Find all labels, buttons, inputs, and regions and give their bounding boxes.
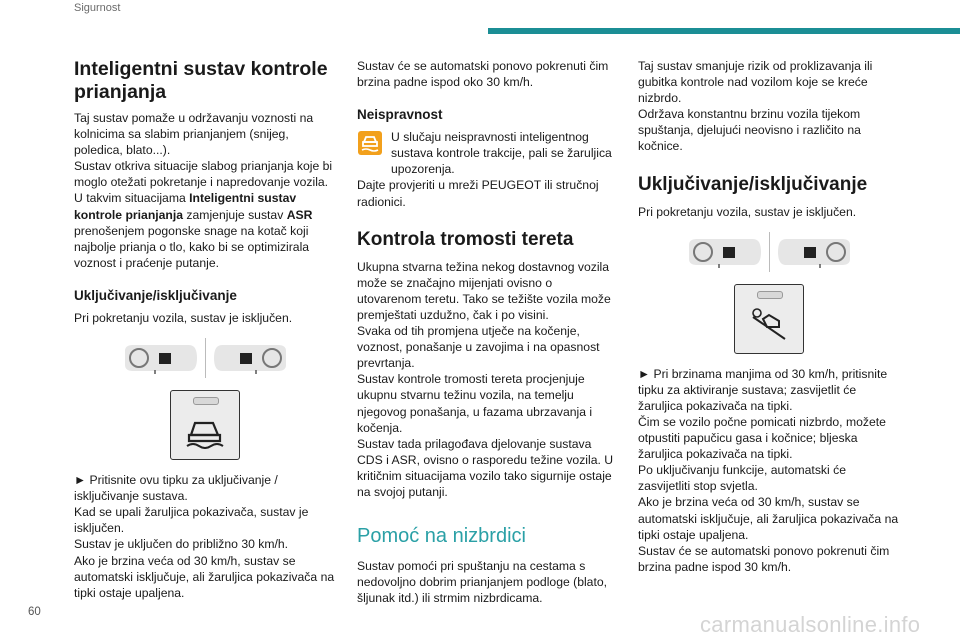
accent-bar [488, 28, 960, 34]
traction-control-button[interactable] [170, 390, 240, 460]
heading-on-off: Uključivanje/isključivanje [638, 173, 868, 195]
steering-wheel-icon [683, 235, 763, 269]
subheading-fault: Neispravnost [357, 107, 443, 123]
indicator-led [757, 291, 783, 299]
instruction: ► Pri brzinama manjima od 30 km/h, pritisnite tipku za aktiviranje sustava; zasvijetlit će žaruljica pokazivača na tipki. [638, 366, 888, 413]
paragraph: Ako je brzina veća od 30 km/h, sustav se automatski isključuje, ali žaruljica pokazivača na tipki ostaje upaljena. [74, 553, 335, 600]
paragraph: Pri pokretanju vozila, sustav je isključen. [638, 204, 857, 219]
indicator-led [193, 397, 219, 405]
column-3 [638, 58, 900, 575]
paragraph: Sustav je uključen do približno 30 km/h. [74, 537, 289, 552]
paragraph: Sustav otkriva situacije slabog prianjanja koje bi moglo otežati pokretanje i napredovanje vozila. [74, 159, 333, 190]
divider [205, 338, 206, 378]
watermark: carmanualsonline.info [700, 612, 921, 637]
paragraph: Ako je brzina veća od 30 km/h, sustav se automatski isključuje, ali žaruljica pokazivača na tipki ostaje upaljena. [638, 495, 899, 542]
paragraph: U takvim situacijama Inteligentni sustav kontrole prianjanja zamjenjuje sustav ASR prenošenjem pogonske snage na kotač koji najbolje prianja o tlo, kako bi se optimizirala voznost i praćenje putanje. [74, 191, 313, 270]
fault-text: U slučaju neispravnosti inteligentnog sustava kontrole trakcije, pali se žaruljica upozorenja. [391, 130, 612, 177]
divider [769, 232, 770, 272]
paragraph: Dajte provjeriti u mreži PEUGEOT ili stručnoj radionici. [357, 178, 599, 209]
column-2 [357, 58, 619, 606]
hill-descent-icon [749, 307, 789, 343]
paragraph: Sustav kontrole tromosti tereta procjenjuje ukupnu stvarnu težinu vozila, na temelju njegovog ponašanja, u fazama ubrzavanja i kočenja. [357, 372, 593, 435]
paragraph: Čim se vozilo počne pomicati nizbrdo, možete otpustiti papučicu gasa i kočnice; bljeska žaruljica pokazivača na tipki. [638, 414, 886, 462]
paragraph: Sustav će se automatski ponovo pokrenuti čim brzina padne ispod 30 km/h. [638, 543, 890, 574]
intro-text: Taj sustav pomaže u održavanju voznosti na kolnicima sa slabim prianjanjem (snijeg, poledica, blato...). [74, 111, 314, 158]
paragraph: Ukupna stvarna težina nekog dostavnog vozila može se značajno mijenjati ovisno o utovarenom teretu. Tako se težište vozila može premještati uzdužno, čak i po visini. [357, 259, 611, 322]
traction-control-icon [185, 413, 225, 449]
heading-intelligent-traction: Inteligentni sustav kontrole prianjanja [74, 58, 328, 103]
paragraph: Po uključivanju funkcije, automatski će zasvijetliti stop svjetla. [638, 463, 846, 494]
hill-descent-button[interactable] [734, 284, 804, 354]
stalk-illustration [74, 338, 336, 378]
heading-load-inertia: Kontrola tromosti tereta [357, 228, 574, 250]
fault-notice [357, 129, 619, 177]
instruction: ► Pritisnite ovu tipku za uključivanje / isključivanje sustava. [74, 473, 278, 504]
paragraph: Sustav tada prilagođava djelovanje sustava CDS i ASR, ovisno o rasporedu težine vozila. U kritičnim situacijama vozilo tako sigurnije ostaje na svojoj putanji. [357, 436, 614, 499]
paragraph: Kad se upali žaruljica pokazivača, sustav je isključen. [74, 505, 309, 536]
column-1 [74, 58, 336, 601]
paragraph: Sustav pomoći pri spuštanju na cestama s nedovoljno dobrim prianjanjem podloge (blato, šljunak itd.) ili strmim nizbrdicama. [357, 559, 608, 606]
subheading-on-off: Uključivanje/isključivanje [74, 287, 237, 303]
paragraph: Svaka od tih promjena utječe na kočenje, voznost, ponašanje u zavojima i na opasnost prevrtanja. [357, 324, 600, 371]
warning-lamp-icon [357, 130, 383, 156]
paragraph: Pri pokretanju vozila, sustav je isključen. [74, 310, 293, 325]
steering-wheel-icon [119, 341, 199, 375]
paragraph: Održava konstantnu brzinu vozila tijekom spuštanja, djelujući neovisno i različito na kočnice. [638, 107, 861, 154]
paragraph: Taj sustav smanjuje rizik od proklizavanja ili gubitka kontrole nad vozilom koje se kreće nizbrdo. [638, 59, 873, 106]
page-number: 60 [28, 606, 41, 618]
section-label: Sigurnost [74, 2, 121, 14]
paragraph: Sustav će se automatski ponovo pokrenuti čim brzina padne ispod oko 30 km/h. [357, 59, 609, 90]
stalk-illustration [638, 232, 900, 272]
steering-wheel-icon [776, 235, 856, 269]
steering-wheel-icon [212, 341, 292, 375]
heading-hill-descent: Pomoć na nizbrdici [357, 525, 526, 548]
